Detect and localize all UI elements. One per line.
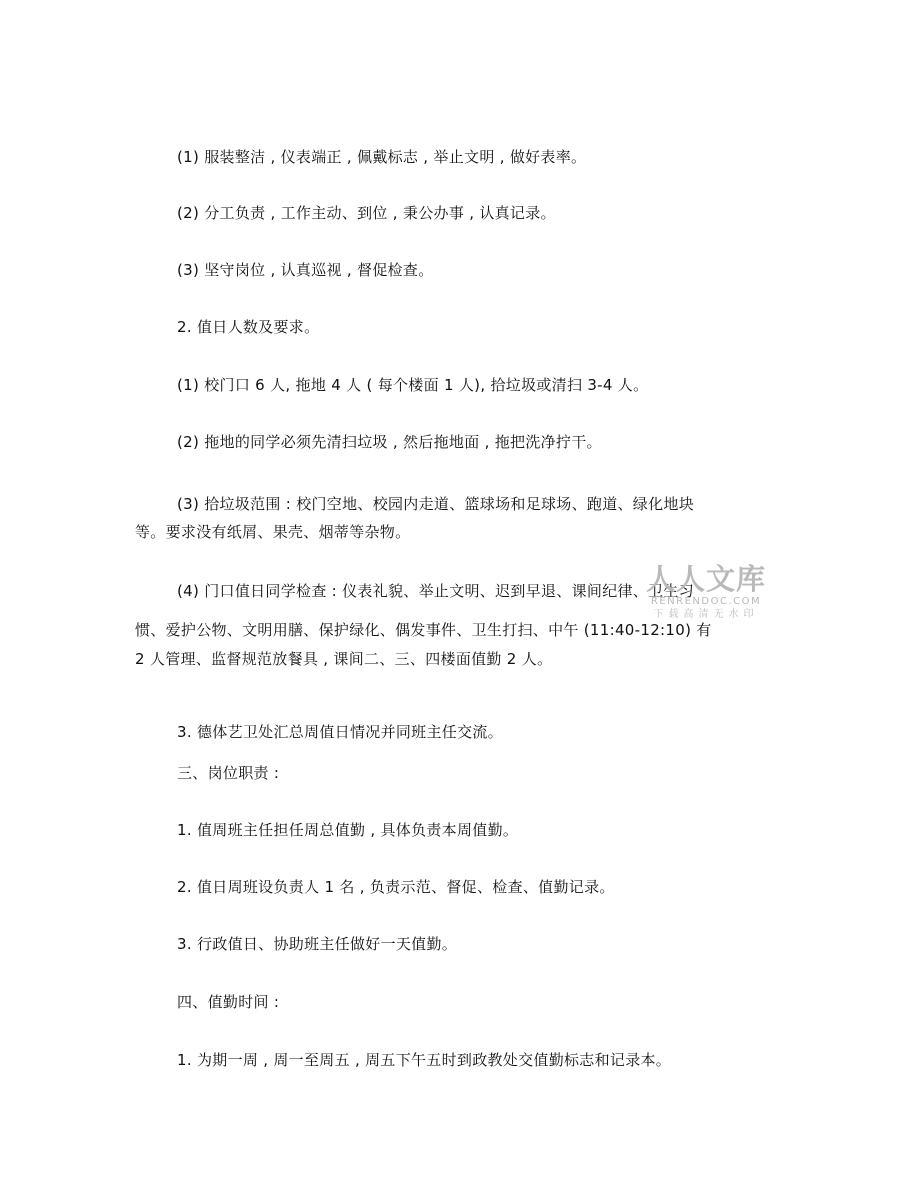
text-line: (1) 服装整洁 , 仪表端正 , 佩戴标志 , 举止文明 , 做好表率。 [177, 148, 587, 166]
text-line: 1. 为期一周 , 周一至周五 , 周五下午五时到政教处交值勤标志和记录本。 [177, 1051, 672, 1069]
text-line: (2) 分工负责 , 工作主动、到位 , 秉公办事 , 认真记录。 [177, 204, 556, 222]
text-line: 等。要求没有纸屑、果壳、烟蒂等杂物。 [135, 523, 411, 541]
watermark [636, 562, 776, 621]
text-line: (4) 门口值日同学检查 : 仪表礼貌、举止文明、迟到早退、课间纪律、卫生习 [177, 582, 695, 600]
section-heading: 三、岗位职责 : [177, 764, 280, 782]
text-line: 2 人管理、监督规范放餐具 , 课间二、三、四楼面值勤 2 人。 [135, 650, 553, 668]
section-heading: 四、值勤时间 : [177, 993, 280, 1011]
section-heading: 2. 值日人数及要求。 [177, 318, 320, 336]
text-line: 3. 德体艺卫处汇总周值日情况并同班主任交流。 [177, 723, 503, 741]
text-line: 3. 行政值日、协助班主任做好一天值勤。 [177, 935, 458, 953]
text-line: (3) 拾垃圾范围 : 校门空地、校园内走道、篮球场和足球场、跑道、绿化地块 [177, 495, 695, 513]
text-line: 惯、爱护公物、文明用膳、保护绿化、偶发事件、卫生打扫、中午 (11:40-12:10) 有 [135, 621, 712, 639]
watermark-tagline: 下载高清无水印 [653, 609, 759, 620]
text-line: (1) 校门口 6 人, 拖地 4 人 ( 每个楼面 1 人), 拾垃圾或清扫 3-4 人。 [177, 376, 649, 394]
text-line: 1. 值周班主任担任周总值勤 , 具体负责本周值勤。 [177, 821, 519, 839]
watermark-title: 人人文库 [645, 562, 766, 596]
text-line: (3) 坚守岗位 , 认真巡视 , 督促检查。 [177, 261, 434, 279]
text-line: 2. 值日周班设负责人 1 名 , 负责示范、督促、检查、值勤记录。 [177, 878, 615, 896]
text-line: (2) 拖地的同学必须先清扫垃圾 , 然后拖地面 , 拖把洗净拧干。 [177, 433, 602, 451]
watermark-domain: RENRENDOC.COM [650, 596, 762, 607]
